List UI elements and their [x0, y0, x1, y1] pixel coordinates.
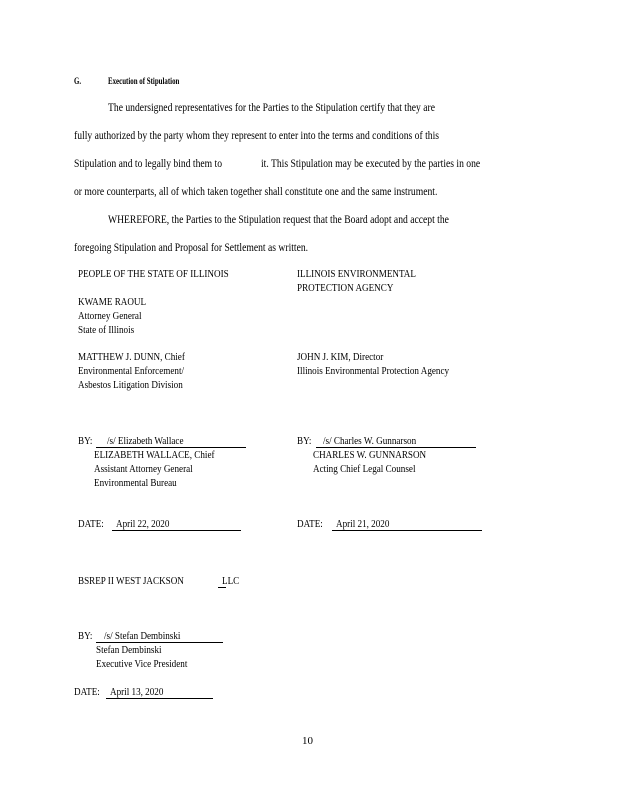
- third-signer-name: Stefan Dembinski: [96, 645, 162, 656]
- right-party-name-2: PROTECTION AGENCY: [297, 283, 394, 294]
- left-date-label: DATE:: [78, 519, 104, 530]
- chief-division: Environmental Enforcement/: [78, 366, 185, 377]
- right-signer-name: CHARLES W. GUNNARSON: [313, 450, 427, 461]
- paragraph-line: fully authorized by the party whom they represent to enter into the terms and conditions of this: [74, 130, 439, 142]
- third-date-label: DATE:: [74, 687, 100, 698]
- chief-division-2: Asbestos Litigation Division: [78, 380, 183, 391]
- left-signer-name: ELIZABETH WALLACE, Chief: [94, 450, 215, 461]
- left-signature: /s/ Elizabeth Wallace: [107, 436, 184, 447]
- third-party-suffix: LLC: [222, 576, 240, 587]
- right-by-label: BY:: [297, 436, 312, 447]
- attorney-general-state: State of Illinois: [78, 325, 135, 336]
- right-date: April 21, 2020: [336, 519, 390, 530]
- paragraph-line: WHEREFORE, the Parties to the Stipulation request that the Board adopt and accept the: [108, 214, 449, 226]
- paragraph-line: it. This Stipulation may be executed by the parties in one: [261, 158, 481, 170]
- right-party-name: ILLINOIS ENVIRONMENTAL: [297, 269, 416, 280]
- third-date: April 13, 2020: [110, 687, 164, 698]
- director-agency: Illinois Environmental Protection Agency: [297, 366, 450, 377]
- third-signer-title: Executive Vice President: [96, 659, 188, 670]
- chief-name: MATTHEW J. DUNN, Chief: [78, 352, 185, 363]
- left-party-name: PEOPLE OF THE STATE OF ILLINOIS: [78, 269, 229, 280]
- page-number: 10: [302, 735, 313, 747]
- left-signer-title: Assistant Attorney General: [94, 464, 193, 475]
- third-by-label: BY:: [78, 631, 93, 642]
- attorney-general-title: Attorney General: [78, 311, 142, 322]
- right-date-label: DATE:: [297, 519, 323, 530]
- left-by-label: BY:: [78, 436, 93, 447]
- right-signer-title: Acting Chief Legal Counsel: [313, 464, 416, 475]
- paragraph-line: Stipulation and to legally bind them to: [74, 158, 223, 170]
- left-signer-bureau: Environmental Bureau: [94, 478, 177, 489]
- third-signature: /s/ Stefan Dembinski: [104, 631, 181, 642]
- paragraph-line: or more counterparts, all of which taken together shall constitute one and the same instrument.: [74, 186, 438, 198]
- director-name: JOHN J. KIM, Director: [297, 352, 384, 363]
- right-signature: /s/ Charles W. Gunnarson: [323, 436, 417, 447]
- paragraph-line: foregoing Stipulation and Proposal for Settlement as written.: [74, 242, 309, 254]
- left-date: April 22, 2020: [116, 519, 170, 530]
- paragraph-line: The undersigned representatives for the Parties to the Stipulation certify that they are: [108, 102, 436, 114]
- section-letter: G.: [74, 76, 82, 87]
- third-party-name: BSREP II WEST JACKSON: [78, 576, 184, 587]
- attorney-general-name: KWAME RAOUL: [78, 297, 147, 308]
- section-title: Execution of Stipulation: [108, 76, 180, 87]
